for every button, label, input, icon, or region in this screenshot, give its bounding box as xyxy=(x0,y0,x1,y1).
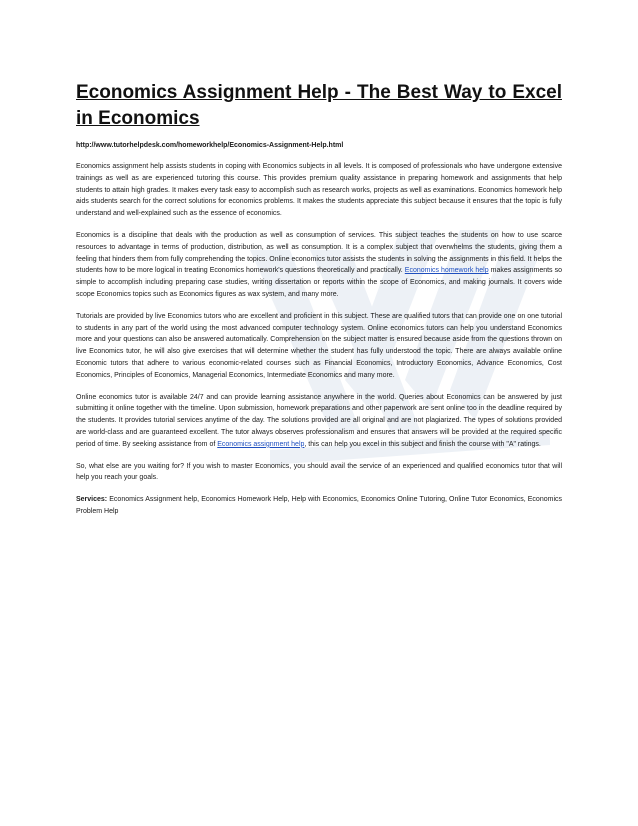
paragraph-text: , this can help you excel in this subject and finish the course with "A" ratings. xyxy=(304,440,541,448)
paragraph-text: Online economics tutor is available 24/7 and can provide learning assistance anywhere in the world. Queries about Economics can be answered by just submitting it online together with the timeline. Upon submission, homework preparations and other paperwork are sent online too in the deadline required by the students. It provides tutorial services anytime of the day. The solutions provided are all original and are not plagiarized. The types of solutions provided are world-class and are guaranteed excellent. The tutor always observes professionalism and ensures that answers will be provided at the required specific period of time. By seeking assistance from of xyxy=(76,393,562,448)
services-text: Economics Assignment help, Economics Homework Help, Help with Economics, Economics Online Tutoring, Online Tutor Economics, Economics Problem Help xyxy=(76,496,562,515)
source-url: http://www.tutorhelpdesk.com/homeworkhelp/Economics-Assignment-Help.html xyxy=(76,142,344,149)
paragraph-discipline xyxy=(76,230,562,301)
economics-homework-help-link[interactable]: Economics homework help xyxy=(404,267,489,275)
paragraph-intro: Economics assignment help assists students in coping with Economics subjects in all levels. It is composed of professionals who have undergone extensive trainings as well as are experienced tutoring this course. This provides premium quality assistance in preparing homework and assignments that help students to attain high grades. It makes every task easy to accomplish such as research works, projects as well as examinations. Economics homework help aids students search for the correct solutions for economics problems. It makes the students appreciate this subject because it ensures that the topic is fully understand and well-explained such as the essence of economics. xyxy=(76,163,562,218)
economics-assignment-help-link[interactable]: Economics assignment help xyxy=(217,440,305,448)
paragraph-tutorials: Tutorials are provided by live Economics tutors who are excellent and proficient in this subject. These are qualified tutors that can provide one on one tutorial to students in any part of the world using the most advanced computer technology system. Online economics tutors can help you understand Economics more and your questions can also be answered automatically. Comprehension on the subject matter is ensured because aside from the questions thrown on live Economics tutor, he will also give exercises that will determine whether the student has fully understood the topic. There are always available online Economic tutors that adhere to various economic-related courses such as Financial Economics, Introductory Economics, Advance Economics, Cost Economics, Principles of Economics, Managerial Economics, Intermediate Economics and many more. xyxy=(76,312,562,379)
services-line xyxy=(76,494,562,518)
paragraph-closing: So, what else are you waiting for? If you wish to master Economics, you should avail the service of an experienced and qualified economics tutor that will help you reach your goals. xyxy=(76,462,562,482)
paragraph-availability xyxy=(76,392,562,451)
document-content xyxy=(76,80,562,518)
paragraph-text: Economics is a discipline that deals with the production as well as consumption of services. This subject teaches the students on how to use scarce resources to advantage in terms of production, distribution, as well as consumption. It is a complex subject that overwhelms the students, giving them a feeling that hinders them from fully comprehending the topics. Online economics tutor assists the students in solving the assignments in this field. It helps the students how to be more logical in treating Economics homework's questions theoretically and practically. xyxy=(76,231,562,275)
document-title: Economics Assignment Help - The Best Way to Excel in Economics xyxy=(76,82,562,129)
paragraph-text: makes assignments so simple to accomplish including preparing case studies, writing dissertation or reports within the scope of Economics, and making journals. It covers wide scope Economics topics such as Economics figures as wax system, and many more. xyxy=(76,267,562,298)
services-label: Services: xyxy=(76,496,108,504)
